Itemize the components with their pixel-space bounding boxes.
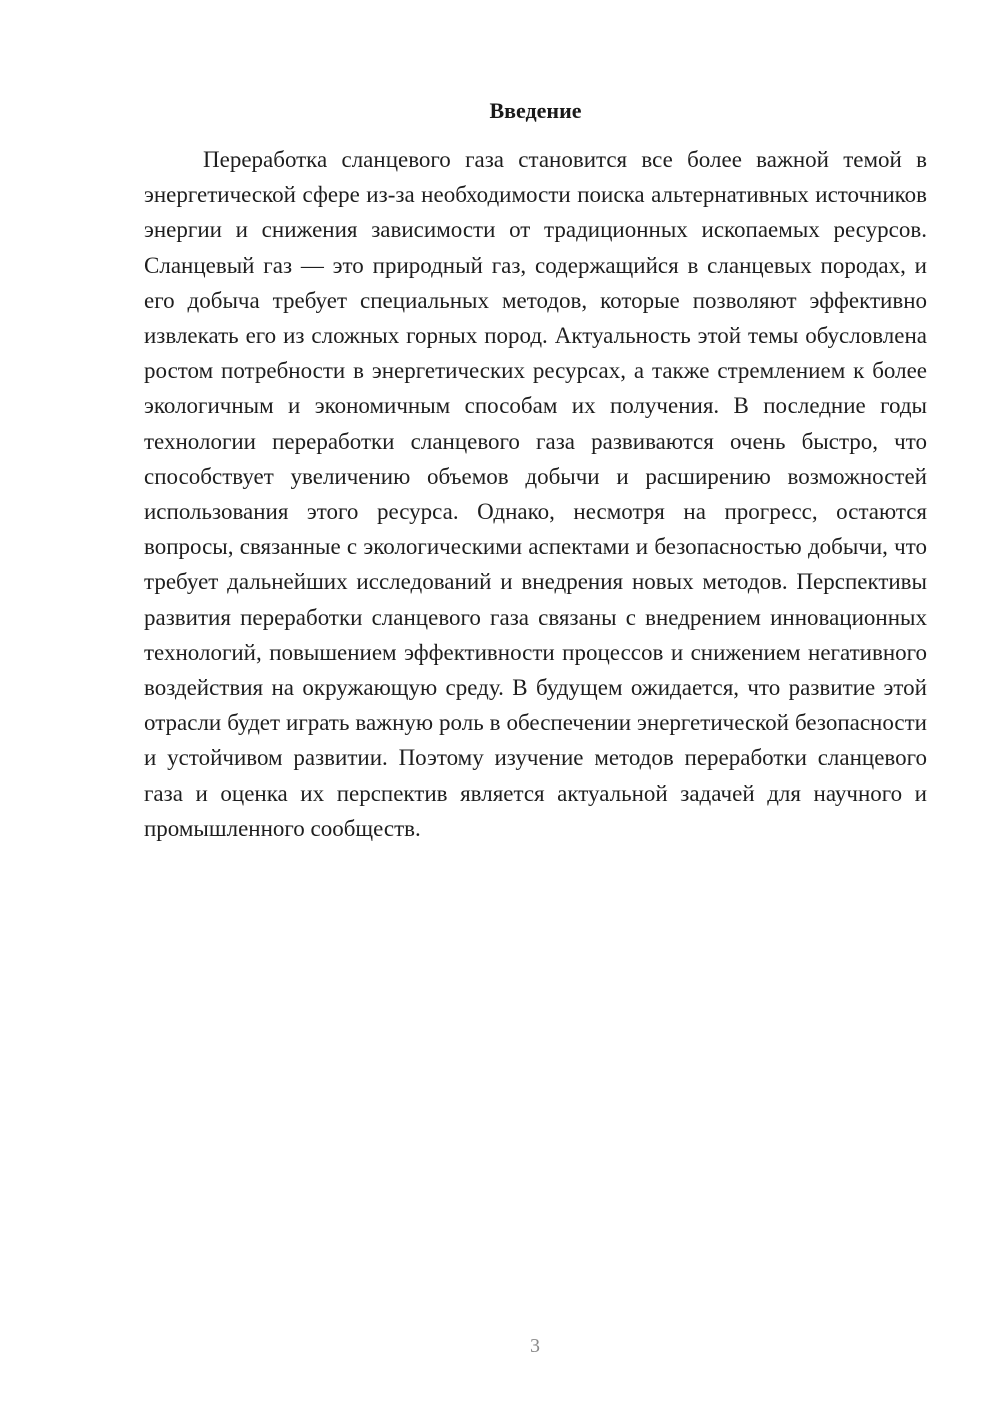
section-heading: Введение (489, 98, 582, 123)
body-paragraph: Переработка сланцевого газа становится все более важной темой в энергетической сфере из-за необходимости поиска альтернативных источников энергии и снижения зависимости от традиционных ископаемых ресурсов. Сланцевый газ — это природный газ, содержащийся в сланцевых породах, и его добыча требует специальных методов, которые позволяют эффективно извлекать его из сложных горных пород. Актуальность этой темы обусловлена ростом потребности в энергетических ресурсах, а также стремлением к более экологичным и экономичным способам их получения. В последние годы технологии переработки сланцевого газа развиваются очень быстро, что способствует увеличению объемов добычи и расширению возможностей использования этого ресурса. Однако, несмотря на прогресс, остаются вопросы, связанные с экологическими аспектами и безопасностью добычи, что требует дальнейших исследований и внедрения новых методов. Перспективы развития переработки сланцевого газа связаны с внедрением инновационных технологий, повышением эффективности процессов и снижением негативного воздействия на окружающую среду. В будущем ожидается, что развитие этой отрасли будет играть важную роль в обеспечении энергетической безопасности и устойчивом развитии. Поэтому изучение методов переработки сланцевого газа и оценка их перспектив является актуальной задачей для научного и промышленного сообществ. (144, 147, 927, 841)
page-number: 3 (530, 1335, 540, 1357)
